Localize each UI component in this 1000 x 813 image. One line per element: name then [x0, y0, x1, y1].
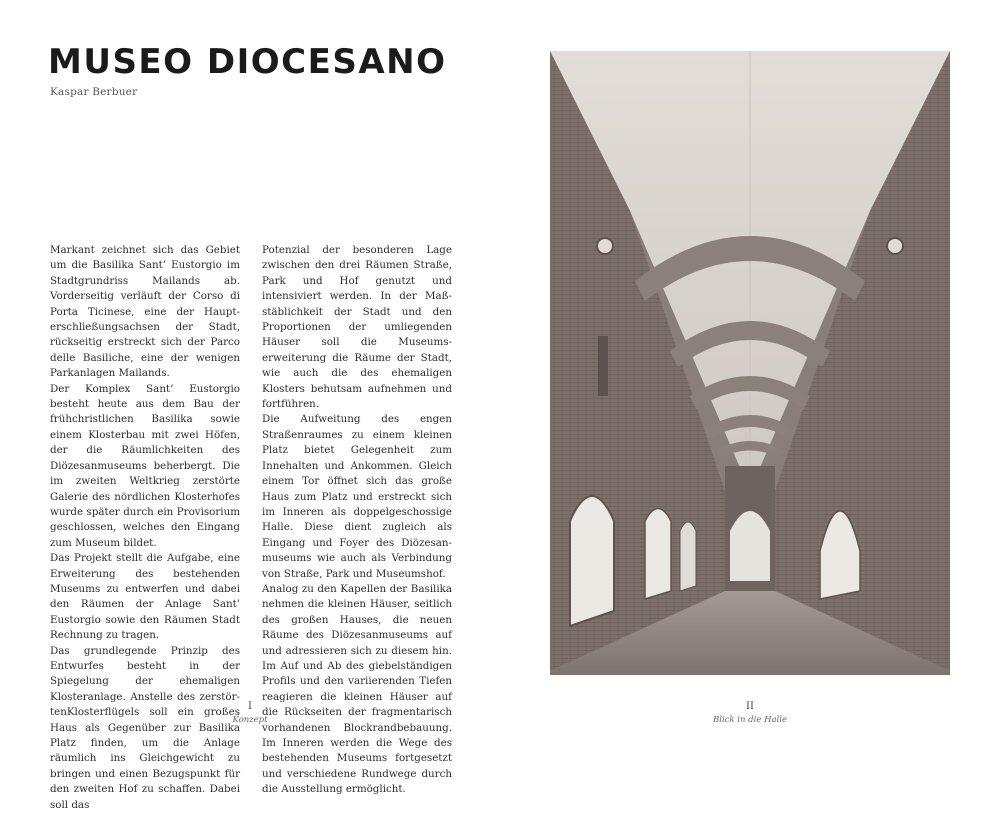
paragraph: Die Aufweitung des engen Straßenraumes zu einem kleinen Platz bietet Gelegenheit zum Innehalten und Ankommen. Gleich einem Tor öffnet sich das große Haus zum Platz und erstreckt sich im Inneren als doppelgeschossige Halle. Diese dient zugleich als Eingang und Foyer des Diözesanmuseums wie auch als Verbindung von Straße, Park und Museumshof. [262, 413, 452, 580]
page-caption: Konzept [232, 715, 268, 725]
arched-window [645, 509, 671, 600]
page-number: II [746, 701, 754, 712]
arched-window [570, 496, 614, 626]
text-column-left [50, 243, 240, 813]
slit-window [598, 336, 608, 396]
paragraph: Potenzial der besonderen Lage zwischen den drei Räumen Straße, Park und Hof genutzt und intensiviert werden. In der Maßstäblichkeit der Stadt und den Proportionen der umliegenden Häuser soll die Museumserweiterung die Räume der Stadt, wie auch die des ehemaligen Klosters behutsam aufnehmen und fortführen. [262, 244, 452, 411]
paragraph: Der Komplex Sant’ Eustorgio besteht heute aus dem Bau der frühchristlichen Basilika sowie einem Klosterbau mit zwei Höfen, der die Räumlichkeiten des Diözesanmuseums beherbergt. Die im zweiten Weltkrieg zerstörte Galerie des nördlichen Klosterhofes wurde später durch ein Provisorium geschlossen, welches den Eingang zum Museum bildet. [50, 382, 240, 549]
arched-window [680, 522, 696, 591]
interior-hall-rendering-icon [550, 51, 950, 675]
oculus [887, 238, 903, 254]
page-title: MUSEO DIOCESANO [48, 42, 447, 82]
end-window [730, 511, 770, 581]
page-caption: Blick in die Halle [712, 715, 788, 725]
paragraph: Das grundlegende Prinzip des Entwurfes besteht in der Spiegelung der ehemaligen Klosteranlage. Anstelle des zerstörtenKlosterflügels soll ein großes Haus als Gegenüber zur Basilika Platz finden, um die Anlage räumlich ins Gleichgewicht zu bringen und einen Bezugspunkt für den zweiten Hof zu schaffen. Dabei soll das [50, 644, 240, 811]
page-number: I [248, 701, 252, 712]
folio-left [190, 700, 310, 726]
author-name: Kaspar Berbuer [50, 86, 138, 98]
folio-right [690, 700, 810, 726]
paragraph: Markant zeichnet sich das Gebiet um die Basilika Sant’ Eustorgio im Stadtgrundriss Mailands ab. Vorderseitig verläuft der Corso di Porta Ticinese, eine der Haupterschließungsachsen der Stadt, rückseitig erstreckt sich der Parco delle Basiliche, eine der wenigen Parkanlagen Mailands. [50, 244, 240, 380]
paragraph: Das Projekt stellt die Aufgabe, eine Erweiterung des bestehenden Museums zu entwerfen und dabei den Räumen der Anlage Sant’ Eustorgio sowie den Räumen Stadt Rechnung zu tragen. [50, 552, 240, 642]
paragraph: Analog zu den Kapellen der Basilika nehmen die kleinen Häuser, seitlich des großen Hauses, die neuen Räume des Diözesanmuseums auf und adressieren sich zu diesem hin. Im Auf und Ab des giebelständigen Profils und den variierenden Tiefen reagieren die kleinen Häuser auf die Rückseiten der fragmentarisch vorhandenen Blockrandbebauung. Im Inneren werden die Wege des bestehenden Museums fortgesetzt und verschiedene Rundwege durch die Ausstellung ermöglicht. [262, 582, 452, 796]
oculus [597, 238, 613, 254]
hall-rendering-image [550, 51, 950, 675]
